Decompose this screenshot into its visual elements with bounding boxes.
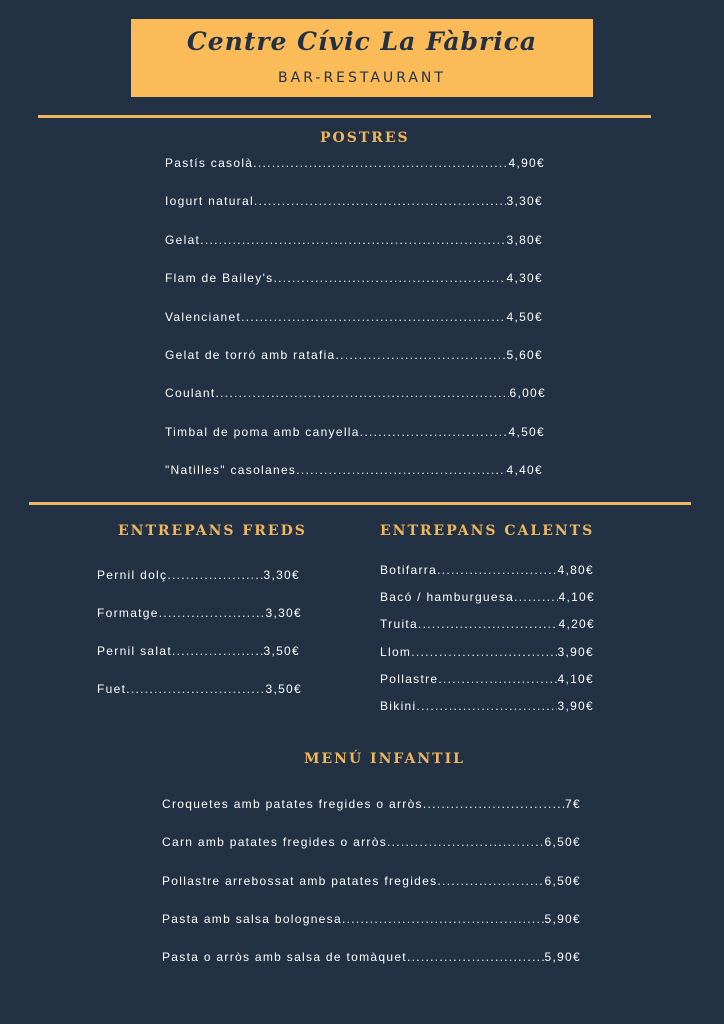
- leader-dots: [407, 949, 545, 965]
- leader-dots: [273, 270, 506, 286]
- list-item: [162, 796, 581, 812]
- item-price: 5,90€: [544, 912, 581, 926]
- item-name: Coulant: [165, 386, 216, 400]
- section-heading-entrepans-calents: ENTREPANS CALENTS: [380, 523, 595, 539]
- leader-dots: [126, 681, 265, 697]
- list-item: [162, 834, 581, 850]
- item-name: Pasta o arròs amb salsa de tomàquet: [162, 950, 407, 964]
- leader-dots: [418, 616, 558, 632]
- list-item: [165, 385, 546, 401]
- item-name: Valencianet: [165, 310, 242, 324]
- list-item: [97, 605, 302, 621]
- item-name: Croquetes amb patates fregides o arròs: [162, 797, 423, 811]
- leader-dots: [438, 671, 557, 687]
- leader-dots: [437, 873, 544, 889]
- item-price: 5,90€: [544, 950, 581, 964]
- leader-dots: [416, 698, 557, 714]
- list-item: [97, 681, 302, 697]
- item-price: 3,50€: [265, 682, 302, 696]
- item-price: 6,50€: [544, 874, 581, 888]
- list-item: [380, 698, 594, 714]
- item-name: Fuet: [97, 682, 127, 696]
- leader-dots: [514, 589, 558, 605]
- leader-dots: [423, 796, 565, 812]
- item-price: 3,30€: [263, 568, 300, 582]
- list-item: [165, 309, 543, 325]
- list-item: [162, 911, 581, 927]
- list-item: [165, 155, 545, 171]
- leader-dots: [437, 562, 557, 578]
- item-name: Iogurt natural: [165, 194, 254, 208]
- divider-middle: [29, 502, 691, 505]
- list-item: [380, 644, 594, 660]
- item-price: 4,50€: [506, 310, 543, 324]
- item-price: 4,80€: [557, 563, 594, 577]
- list-item: [165, 270, 543, 286]
- item-name: Pastís casolà: [165, 156, 254, 170]
- item-name: Botifarra: [380, 563, 438, 577]
- section-heading-entrepans-freds: ENTREPANS FREDS: [118, 523, 307, 539]
- leader-dots: [159, 605, 266, 621]
- list-item: [165, 424, 545, 440]
- item-name: Gelat de torró amb ratafia: [165, 348, 336, 362]
- item-name: Pollastre: [380, 672, 439, 686]
- list-item: [380, 671, 594, 687]
- list-item: [97, 643, 300, 659]
- list-item: [165, 232, 543, 248]
- list-item: [165, 462, 543, 478]
- item-price: 4,40€: [506, 463, 543, 477]
- leader-dots: [167, 567, 263, 583]
- leader-dots: [296, 462, 506, 478]
- list-item: [165, 347, 543, 363]
- list-item: [165, 193, 543, 209]
- leader-dots: [342, 911, 545, 927]
- item-name: Bacó / hamburguesa: [380, 590, 515, 604]
- leader-dots: [200, 232, 506, 248]
- list-item: [162, 873, 581, 889]
- item-price: 3,90€: [557, 645, 594, 659]
- list-item: [380, 616, 595, 632]
- leader-dots: [172, 643, 264, 659]
- list-item: [380, 589, 595, 605]
- leader-dots: [215, 385, 509, 401]
- item-name: Truita: [380, 617, 419, 631]
- item-name: Pasta amb salsa bolognesa: [162, 912, 342, 926]
- item-price: 4,90€: [508, 156, 545, 170]
- section-heading-postres: POSTRES: [320, 130, 410, 146]
- item-name: Timbal de poma amb canyella: [165, 425, 360, 439]
- title-box: [131, 19, 593, 97]
- item-price: 3,90€: [557, 699, 594, 713]
- item-price: 3,80€: [506, 233, 543, 247]
- item-name: Pernil dolç: [97, 568, 168, 582]
- leader-dots: [411, 644, 557, 660]
- page-title: Centre Cívic La Fàbrica: [186, 27, 538, 56]
- item-name: Gelat: [165, 233, 201, 247]
- item-price: 5,60€: [506, 348, 543, 362]
- item-name: Formatge: [97, 606, 159, 620]
- leader-dots: [254, 193, 507, 209]
- item-name: Pernil salat: [97, 644, 172, 658]
- leader-dots: [253, 155, 508, 171]
- item-price: 4,30€: [506, 271, 543, 285]
- item-name: Bikini: [380, 699, 417, 713]
- item-name: Llom: [380, 645, 412, 659]
- leader-dots: [336, 347, 507, 363]
- leader-dots: [387, 834, 544, 850]
- list-item: [162, 949, 581, 965]
- item-name: Carn amb patates fregides o arròs: [162, 835, 387, 849]
- item-name: Pollastre arrebossat amb patates fregides: [162, 874, 438, 888]
- list-item: [97, 567, 300, 583]
- item-name: Flam de Bailey's: [165, 271, 274, 285]
- item-price: 3,30€: [265, 606, 302, 620]
- leader-dots: [241, 309, 506, 325]
- item-price: 3,50€: [263, 644, 300, 658]
- item-price: 4,10€: [557, 672, 594, 686]
- item-price: 3,30€: [506, 194, 543, 208]
- item-price: 6,00€: [509, 386, 546, 400]
- section-heading-menu-infantil: MENÚ INFANTIL: [304, 751, 465, 767]
- leader-dots: [360, 424, 509, 440]
- item-price: 4,10€: [558, 590, 595, 604]
- divider-top: [38, 115, 651, 118]
- item-price: 7€: [565, 797, 581, 811]
- list-item: [380, 562, 594, 578]
- item-price: 4,50€: [508, 425, 545, 439]
- item-price: 6,50€: [544, 835, 581, 849]
- item-price: 4,20€: [558, 617, 595, 631]
- page-subtitle: BAR-RESTAURANT: [278, 70, 446, 86]
- item-name: "Natilles" casolanes: [165, 463, 297, 477]
